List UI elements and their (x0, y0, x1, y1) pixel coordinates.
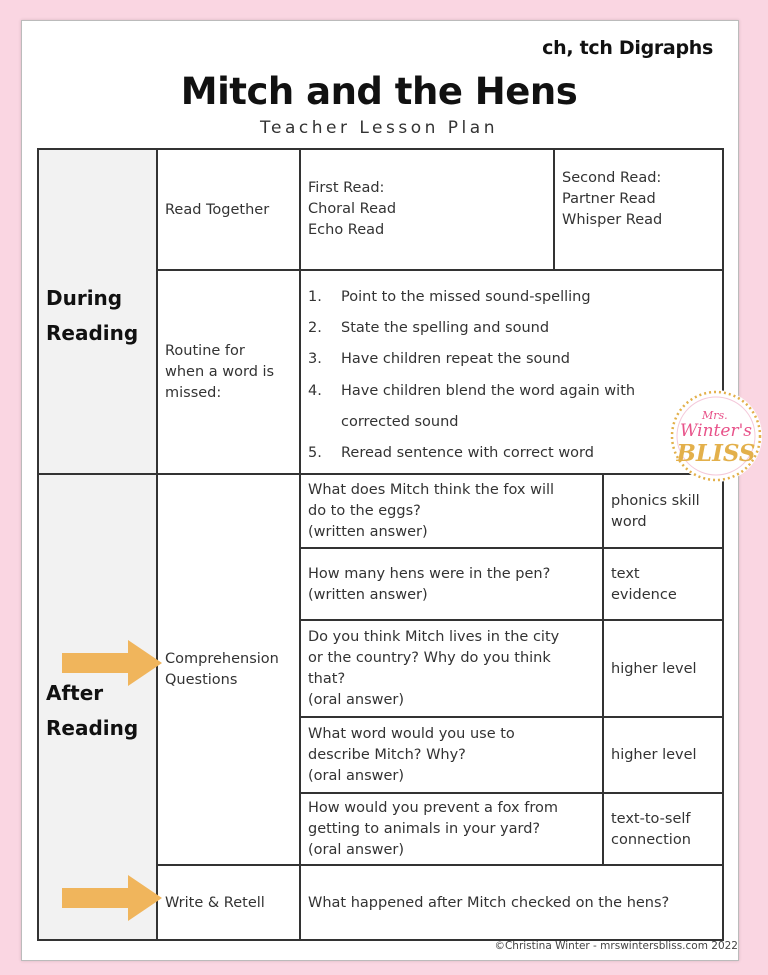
routine-label: Routine for when a word is missed: (165, 342, 275, 401)
topic-heading: ch, tch Digraphs (542, 37, 713, 59)
question-2: How many hens were in the pen? (written answer) (308, 565, 551, 603)
step-number: 1. (308, 289, 322, 305)
skill-1: phonics skill word (611, 492, 700, 530)
question-1: What does Mitch think the fox will do to the eggs? (written answer) (308, 482, 555, 540)
question-4: What word would you use to describe Mitch? Why? (oral answer) (308, 726, 515, 784)
after-reading-label: After Reading (46, 681, 139, 740)
step-text: Have children repeat the sound (341, 351, 570, 368)
first-read-methods: First Read: Choral Read Echo Read (308, 180, 397, 238)
page-title: Mitch and the Hens (180, 70, 578, 113)
step-number: 2. (308, 320, 322, 337)
arrow-right-icon (62, 875, 162, 921)
logo-line2: Winter's (680, 421, 752, 441)
step-text: Have children blend the word again with (341, 382, 636, 399)
logo-line1: Mrs. (702, 409, 728, 422)
skill-5: text-to-self connection (611, 810, 691, 848)
skill-2: text evidence (611, 565, 677, 603)
step-text: Point to the missed sound-spelling (341, 289, 591, 305)
question-5: How would you prevent a fox from getting to animals in your yard? (oral answer) (308, 800, 558, 858)
routine-step (308, 282, 658, 313)
routine-step (308, 376, 658, 407)
step-text: corrected sound (341, 413, 459, 430)
question-3: Do you think Mitch lives in the city or the country? Why do you think that? (oral answer) (308, 629, 560, 708)
routine-step (308, 344, 658, 375)
routine-steps (308, 282, 658, 469)
step-number: 4. (308, 382, 322, 399)
page-subtitle: Teacher Lesson Plan (260, 118, 498, 138)
routine-step (308, 407, 658, 438)
routine-step (308, 438, 658, 469)
step-text: Reread sentence with correct word (341, 445, 594, 462)
step-number: 5. (308, 445, 322, 462)
comprehension-questions-label: Comprehension Questions (165, 651, 279, 688)
write-retell-prompt: What happened after Mitch checked on the hens? (308, 894, 670, 911)
logo-line3: BLISS (676, 440, 756, 467)
second-read-methods: Second Read: Partner Read Whisper Read (562, 170, 663, 228)
mrs-winters-bliss-logo (668, 388, 764, 484)
write-retell-label: Write & Retell (165, 894, 265, 911)
step-number: 3. (308, 351, 322, 368)
arrow-right-icon (62, 640, 162, 686)
read-together-label: Read Together (165, 201, 270, 218)
skill-4: higher level (611, 747, 697, 763)
routine-step (308, 313, 658, 344)
during-reading-label: During Reading (46, 286, 139, 345)
step-text: State the spelling and sound (341, 320, 550, 337)
copyright-footer: ©Christina Winter - mrswintersbliss.com 2022 (494, 940, 738, 952)
skill-3: higher level (611, 660, 697, 677)
